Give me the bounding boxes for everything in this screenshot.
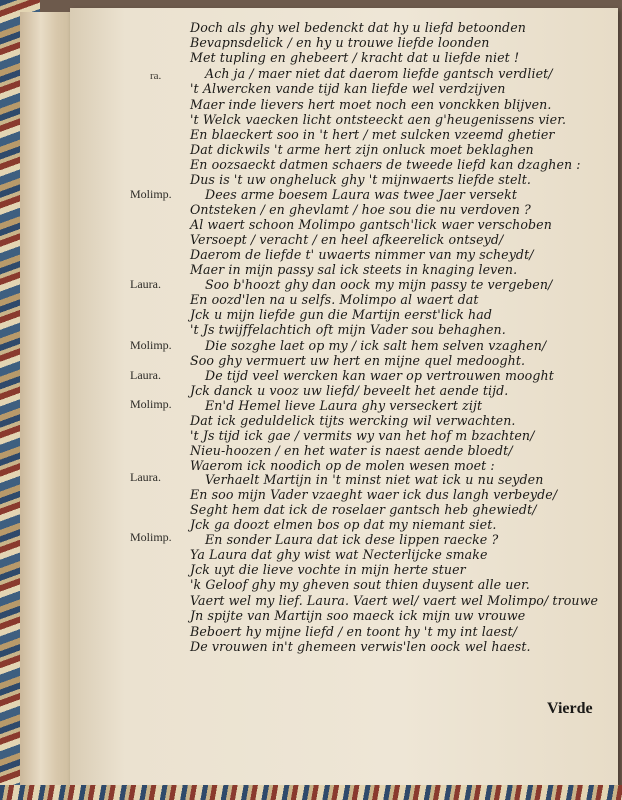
verse-line: Doch als ghy wel bedenckt dat hy u liefd betoonden — [190, 20, 526, 35]
verse-line: Daerom de liefde t' uwaerts nimmer van my scheydt/ — [190, 247, 534, 262]
verse-line: Vaert wel my lief. Laura. Vaert wel/ vaert wel Molimpo/ trouwe — [190, 593, 599, 608]
speaker-label: Laura. — [130, 470, 161, 484]
verse-line: Ontsteken / en ghevlamt / hoe sou die nu verdoven ? — [190, 202, 531, 217]
verse-line: Dat ick geduldelick tijts wercking wil verwachten. — [190, 413, 516, 428]
verse-line: Nieu-hoozen / en het water is naest aende bloedt/ — [190, 443, 513, 458]
verse-line: Ya Laura dat ghy wist wat Necterlijcke smake — [190, 547, 488, 562]
verse-line: Seght hem dat ick de roselaer gantsch heb ghewiedt/ — [190, 502, 537, 517]
verse-line: 't Js twijffelachtich oft mijn Vader sou behaghen. — [190, 322, 506, 337]
page-edges — [20, 12, 73, 788]
verse-line: 't Welck vaecken licht ontsteeckt aen g'heugenissens vier. — [190, 112, 567, 127]
catchword: Vierde — [547, 700, 593, 717]
verse-line: Soo b'hoozt ghy dan oock my mijn passy te vergeben/ — [205, 277, 553, 292]
speaker-label: Laura. — [130, 277, 161, 291]
verse-line: Beboert hy mijne liefd / en toont hy 't my int laest/ — [190, 624, 518, 639]
verse-line: Ach ja / maer niet dat daerom liefde gantsch verdliet/ — [205, 66, 553, 81]
speaker-label: Molimp. — [130, 530, 172, 544]
verse-line: De vrouwen in't ghemeen verwis'len oock wel haest. — [190, 639, 531, 654]
verse-line: Versoept / veracht / en heel afkeerelick ontseyd/ — [190, 232, 504, 247]
speaker-label: Laura. — [130, 368, 161, 382]
verse-line: Verhaelt Martijn in 't minst niet wat ick u nu seyden — [205, 472, 544, 487]
verse-line: En'd Hemel lieve Laura ghy verseckert zijt — [205, 398, 483, 413]
verse-line: Jck uyt die lieve vochte in mijn herte stuer — [190, 562, 466, 577]
marbled-edge-bottom — [0, 785, 622, 800]
verse-line: 't Js tijd ick gae / vermits wy van het hof m bzachten/ — [190, 428, 535, 443]
speaker-label: Molimp. — [130, 338, 172, 352]
verse-line: 't Alwercken vande tijd kan liefde wel verdzijven — [190, 81, 506, 96]
verse-line: 'k Geloof ghy my gheven sout thien duysent alle uer. — [190, 577, 530, 592]
verse-line: Waerom ick noodich op de molen wesen moet : — [190, 458, 495, 473]
verse-line: Jck ga doozt elmen bos op dat my niemant siet. — [190, 517, 497, 532]
verse-line: En blaeckert soo in 't hert / met sulcken vzeemd ghetier — [190, 127, 555, 142]
verse-line: Soo ghy vermuert uw hert en mijne quel medooght. — [190, 353, 526, 368]
verse-line: Bevapnsdelick / en hy u trouwe liefde loonden — [190, 35, 490, 50]
verse-line: Maer inde lievers hert moet noch een vonckken blijven. — [190, 97, 552, 112]
verse-line: Die sozghe laet op my / ick salt hem selven vzaghen/ — [205, 338, 547, 353]
speaker-label: Molimp. — [130, 187, 172, 201]
verse-line: En soo mijn Vader vzaeght waer ick dus langh verbeyde/ — [190, 487, 558, 502]
verse-line: Dat dickwils 't arme hert zijn onluck moet beklaghen — [190, 142, 534, 157]
verse-line: Jck danck u vooz uw liefd/ beveelt het aende tijd. — [190, 383, 509, 398]
verse-line: En oozd'len na u selfs. Molimpo al waert dat — [190, 292, 479, 307]
verse-line: En sonder Laura dat ick dese lippen raecke ? — [205, 532, 499, 547]
speaker-label: Molimp. — [130, 397, 172, 411]
verse-line: Al waert schoon Molimpo gantsch'lick waer verschoben — [190, 217, 552, 232]
verse-line: Dees arme boesem Laura was twee Jaer versekt — [205, 187, 517, 202]
verse-line: De tijd veel wercken kan waer op vertrouwen mooght — [205, 368, 554, 383]
verse-line: Maer in mijn passy sal ick steets in knaging leven. — [190, 262, 518, 277]
verse-line: Dus is 't uw ongheluck ghy 't mijnwaerts liefde stelt. — [190, 172, 531, 187]
verse-line: En oozsaeckt datmen schaers de tweede liefd kan dzaghen : — [190, 157, 581, 172]
verse-line: Jn spijte van Martijn soo maeck ick mijn uw vrouwe — [190, 608, 526, 623]
verse-line: Met tupling en ghebeert / kracht dat u liefde niet ! — [190, 50, 520, 65]
margin-speaker-fragment: ra. — [150, 70, 162, 82]
verse-line: Jck u mijn liefde gun die Martijn eerst'lick had — [190, 307, 493, 322]
